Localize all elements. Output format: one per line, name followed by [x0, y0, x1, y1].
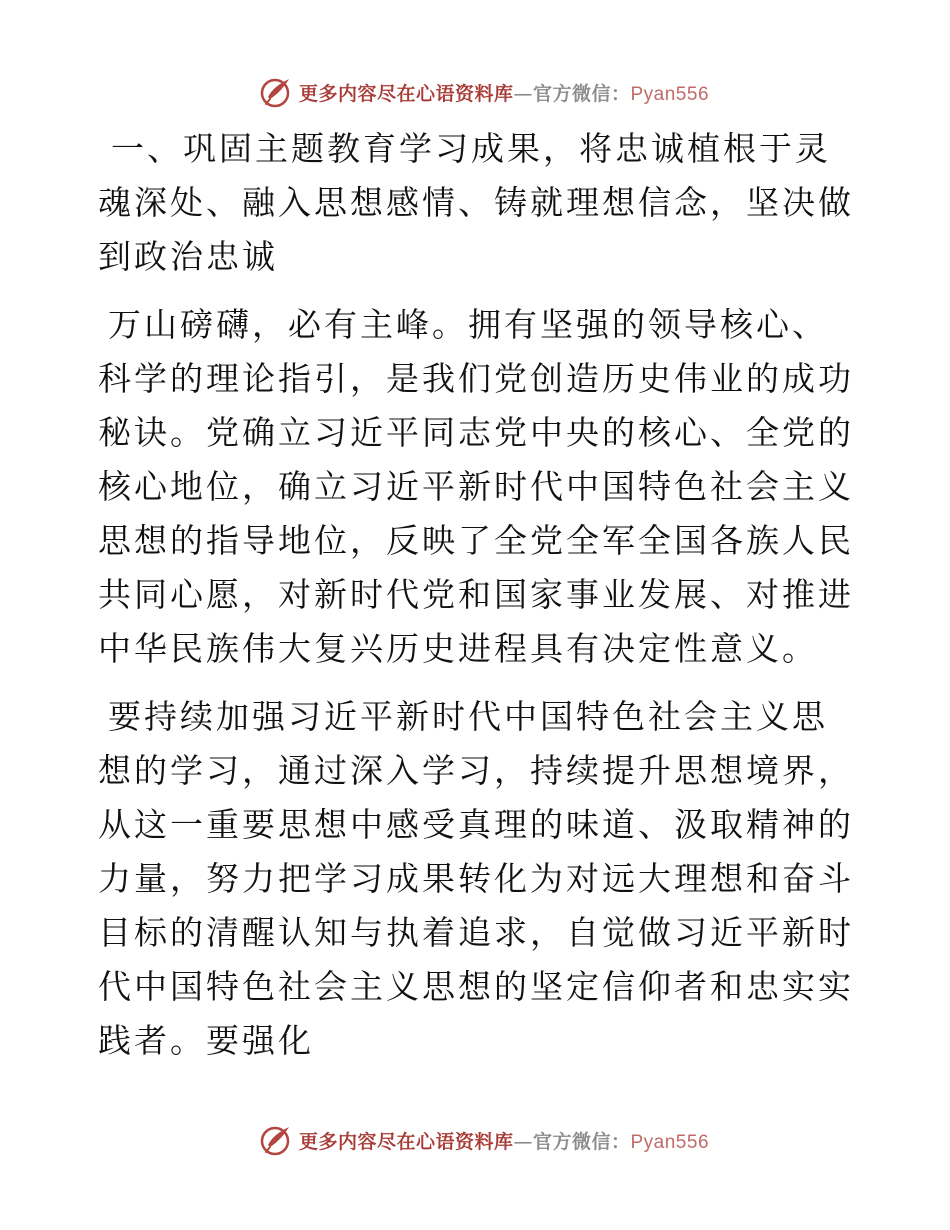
- quill-logo-icon: [259, 75, 293, 109]
- footer-banner-inner: [259, 1123, 709, 1157]
- quill-logo-icon: [259, 1123, 293, 1157]
- footer-official-label: 官方微信：: [532, 1130, 631, 1153]
- footer-wechat-id: Pyan556: [630, 1131, 710, 1153]
- header-banner: [0, 72, 950, 112]
- body-paragraph-1: 万山磅礴，必有主峰。拥有坚强的领导核心、科学的理论指引，是我们党创造历史伟业的成功秘诀。党确立习近平同志党中央的核心、全党的核心地位，确立习近平新时代中国特色社会主义思想的指导地位，反映了全党全军全国各族人民共同心愿，对新时代党和国家事业发展、对推进中华民族伟大复兴历史进程具有决定性意义。: [98, 305, 854, 668]
- footer-banner-text: [299, 1127, 709, 1154]
- document-body: [98, 122, 858, 1068]
- header-brand-text: 更多内容尽在心语资料库: [298, 82, 514, 105]
- body-paragraph-2: 要持续加强习近平新时代中国特色社会主义思想的学习，通过深入学习，持续提升思想境界，从这一重要思想中感受真理的味道、汲取精神的力量，努力把学习成果转化为对远大理想和奋斗目标的清醒认知与执着追求，自觉做习近平新时代中国特色社会主义思想的坚定信仰者和忠实实践者。要强化: [98, 697, 854, 1060]
- footer-dash: —: [513, 1130, 533, 1153]
- section-heading: 一、巩固主题教育学习成果，将忠诚植根于灵魂深处、融入思想感情、铸就理想信念，坚决做到政治忠诚: [98, 129, 854, 276]
- footer-banner: [0, 1120, 950, 1160]
- footer-brand-text: 更多内容尽在心语资料库: [298, 1130, 514, 1153]
- header-dash: —: [513, 82, 533, 105]
- header-banner-text: [299, 79, 709, 106]
- header-official-label: 官方微信：: [532, 82, 631, 105]
- header-wechat-id: Pyan556: [630, 83, 710, 105]
- header-banner-inner: [259, 75, 709, 109]
